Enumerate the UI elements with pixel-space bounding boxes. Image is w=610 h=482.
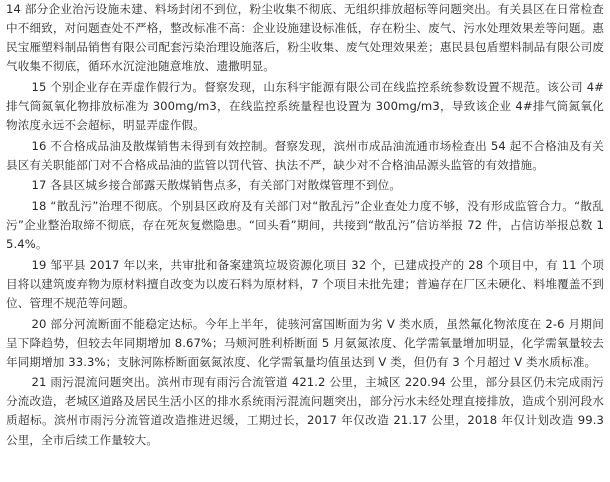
paragraph-19: 19 邹平县 2017 年以来，共审批和备案建筑垃圾资源化项目 32 个，已建成投产的 28 个项目中，有 11 个项目将以建筑废弃物为原材料擅自改变为以废石料为原材料，7 个项目未批先建；普遍存在厂区未硬化、料堆覆盖不到位、管理不规范等问题。 <box>6 257 604 310</box>
paragraph-18: 18 “散乱污”治理不彻底。个别县区政府及有关部门对“散乱污”企业查处力度不够，没有形成监管合力。“散乱污”企业整治取缔不彻底，存在死灰复燃隐患。“回头看”期间，共接到“散乱污”信访举报 72 件，占信访举报总数 15.4%。 <box>6 198 604 252</box>
document-body <box>6 0 604 482</box>
paragraph-14-continued: 14 部分企业治污设施未建、料场封闭不到位，粉尘收集不彻底、无组织排放超标等问题突出。有关县区在日常检查中不细致，对问题查处不严格，整改标准不高：企业设施建设标准低，存在粉尘、废气、污水处理效果差等问题。惠民宝雁塑料制品销售有限公司配套污染治理设施落后，粉尘收集、废气处理效果差；惠民县包盾塑料制品有限公司废气收集不彻底，循环水沉淀池随意堆放、遗撒明显。 <box>6 2 604 74</box>
paragraph-20: 20 部分河流断面不能稳定达标。今年上半年，徒骇河富国断面为劣 V 类水质，虽然氟化物浓度在 2-6 月期间呈下降趋势，但较去年同期增加 8.67%；马颊河胜利桥断面 5 月氨氮浓度、化学需氧量增加明显，化学需氧量较去年同期增加 33.3%；支脉河陈桥断面氨氮浓度、化学需氧量均值虽达到 V 类，但仍有 3 个月超过 V 类水质标准。 <box>6 316 604 369</box>
paragraph-15: 15 个别企业存在弄虚作假行为。督察发现，山东科宇能源有限公司在线监控系统参数设置不规范。该公司 4#排气筒氮氧化物排放标准为 300mg/m3，在线监控系统量程也设置为 300mg/m3，导致该企业 4#排气筒氮氧化物浓度永远不会超标，明显弄虚作假。 <box>6 79 604 133</box>
paragraph-21: 21 雨污混流问题突出。滨州市现有雨污合流管道 421.2 公里，主城区 220.94 公里，部分县区仍未完成雨污分流改造，老城区道路及居民生活小区的排水系统雨污混流问题突出，部分污水未经处理直接排放，造成个别河段水质超标。滨州市雨污分流管道改造推进迟缓，工期过长，2017 年仅改造 21.17 公里，2018 年仅计划改造 99.3 公里，全市后续工作量较大。 <box>6 375 604 447</box>
paragraph-17: 17 各县区城乡接合部露天散煤销售点多，有关部门对散煤管理不到位。 <box>31 178 402 193</box>
paragraph-16: 16 不合格成品油及散煤销售未得到有效控制。督察发现，滨州市成品油流通市场检查出 54 起不合格油及有关县区有关职能部门对不合格成品油的监管以罚代管、执法不严，缺少对不合格油品源头监管的有效措施。 <box>6 138 604 172</box>
